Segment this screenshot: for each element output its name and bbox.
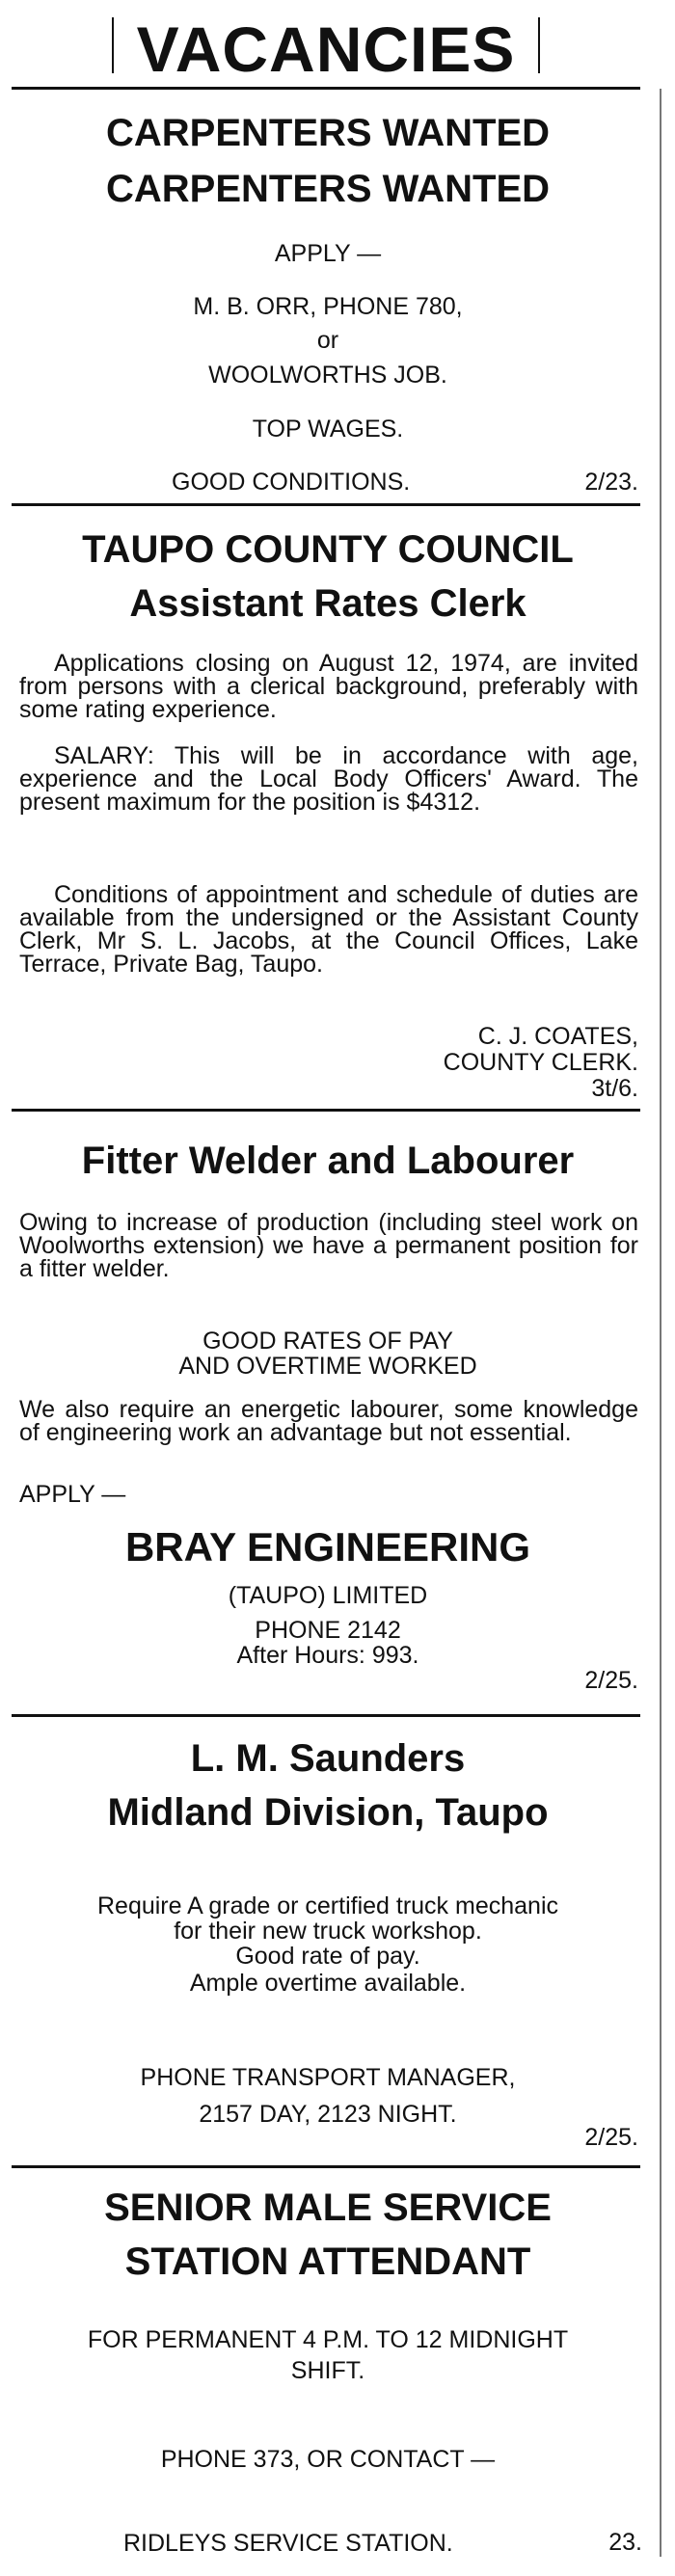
ad2-paragraph-2: SALARY: This will be in accordance with age, experience and the Local Body Officers' Award. The present maximum for the position is $4312. (19, 742, 638, 816)
ad4-heading-line-1: L. M. Saunders (190, 1737, 466, 1780)
ad3-after-hours: After Hours: 993. (236, 1642, 419, 1669)
ad1-heading-line-1: CARPENTERS WANTED (105, 112, 551, 154)
ad2-paragraph-1: Applications closing on August 12, 1974, are invited from persons with a clerical background, preferably with some rating experience. (19, 650, 638, 723)
ad5-reference: 23. (608, 2529, 642, 2556)
ad5-line-2: SHIFT. (290, 2357, 365, 2384)
masthead-title: VACANCIES (136, 13, 516, 85)
ad5-heading-line-1: SENIOR MALE SERVICE (104, 2187, 552, 2229)
masthead (106, 13, 540, 85)
ad4-heading-line-2: Midland Division, Taupo (107, 1791, 549, 1834)
ad4-line-2: for their new truck workshop. (174, 1918, 482, 1945)
ad1-conditions: GOOD CONDITIONS. (172, 469, 411, 496)
divider-rule (12, 1714, 640, 1717)
ad3-company: BRAY ENGINEERING (124, 1524, 531, 1570)
ad1-heading-line-2: CARPENTERS WANTED (105, 168, 551, 210)
divider-rule (12, 2165, 640, 2168)
ad4-line-1: Require A grade or certified truck mechanic (96, 1892, 558, 1919)
ad4-phone-line-1: PHONE TRANSPORT MANAGER, (140, 2064, 516, 2091)
ad3-pay-line-2: AND OVERTIME WORKED (178, 1353, 477, 1380)
ad3-heading: Fitter Welder and Labourer (81, 1140, 575, 1182)
ad4-line-4: Ample overtime available. (189, 1970, 467, 1997)
ad2-paragraph-3: Conditions of appointment and schedule of duties are available from the undersigned or the Assistant County Clerk, Mr S. L. Jacobs, at the Council Offices, Lake Terrace, Private Bag, Taupo. (19, 881, 638, 978)
ad1-contact: M. B. ORR, PHONE 780, (193, 293, 463, 320)
ad2-signatory: C. J. COATES, (477, 1023, 638, 1050)
masthead-right-mark (538, 17, 540, 73)
ad5-heading-line-2: STATION ATTENDANT (124, 2241, 531, 2283)
ad5-contact: PHONE 373, OR CONTACT — (160, 2446, 496, 2473)
ad3-reference: 2/25. (584, 1667, 638, 1694)
divider-rule (12, 503, 640, 506)
ad1-or: or (316, 327, 339, 354)
ad4-line-3: Good rate of pay. (235, 1943, 420, 1970)
divider-rule (12, 87, 640, 90)
ad3-paragraph-1: Owing to increase of production (including steel work on Woolworths extension) we have a permanent position for a fitter welder. (19, 1209, 638, 1282)
ad3-company-suffix: (TAUPO) LIMITED (228, 1582, 428, 1609)
ad1-apply: APPLY — (274, 240, 382, 267)
ad2-heading: TAUPO COUNTY COUNCIL (82, 528, 574, 571)
ad2-reference: 3t/6. (591, 1075, 638, 1102)
ad2-subheading: Assistant Rates Clerk (129, 582, 526, 625)
ad4-reference: 2/25. (584, 2124, 638, 2151)
ad5-line-1: FOR PERMANENT 4 P.M. TO 12 MIDNIGHT (87, 2326, 569, 2353)
ad3-pay-line-1: GOOD RATES OF PAY (202, 1328, 453, 1355)
ad3-apply: APPLY — (19, 1481, 126, 1508)
ad1-alt-contact: WOOLWORTHS JOB. (208, 362, 447, 389)
column-edge-line (660, 89, 662, 2557)
ad4-phone-line-2: 2157 DAY, 2123 NIGHT. (199, 2101, 457, 2128)
ad2-signatory-title: COUNTY CLERK. (443, 1049, 638, 1076)
ad1-reference: 2/23. (584, 469, 638, 496)
divider-rule (12, 1109, 640, 1112)
ad3-phone: PHONE 2142 (255, 1617, 401, 1644)
ad1-wages: TOP WAGES. (252, 416, 404, 443)
ad3-paragraph-2: We also require an energetic labourer, some knowledge of engineering work an advantage but not essential. (19, 1396, 638, 1446)
ad5-station: RIDLEYS SERVICE STATION. (123, 2530, 453, 2557)
